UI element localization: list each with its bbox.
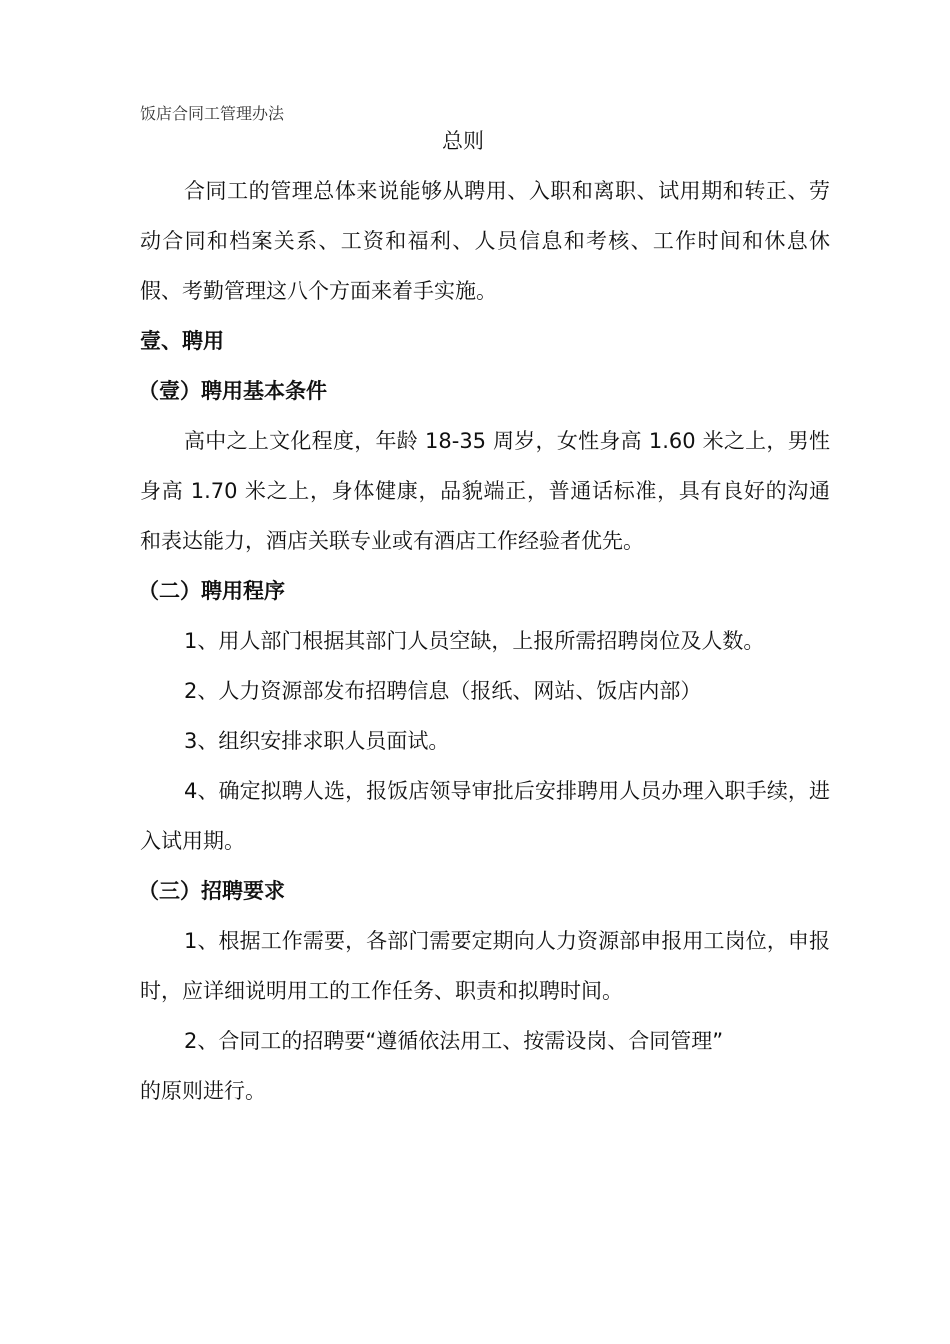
subsection-heading-basic-conditions: （壹）聘用基本条件 bbox=[138, 379, 327, 403]
intro-paragraph: 合同工的管理总体来说能够从聘用、入职和离职、试用期和转正、劳动合同和档案关系、工资和福利、人员信息和考核、工作时间和休息休假、考勤管理这八个方面来着手实施。 bbox=[140, 179, 830, 303]
procedure-item-2: 2、人力资源部发布招聘信息（报纸、网站、饭店内部） bbox=[184, 679, 702, 703]
requirement-item-2-continuation: 的原则进行。 bbox=[140, 1079, 266, 1103]
subsection-heading-hiring-procedure: （二）聘用程序 bbox=[138, 579, 285, 603]
procedure-item-1: 1、用人部门根据其部门人员空缺，上报所需招聘岗位及人数。 bbox=[184, 629, 765, 653]
section-heading-hiring: 壹、聘用 bbox=[140, 329, 224, 353]
subsection-heading-recruitment-requirements: （三）招聘要求 bbox=[138, 879, 285, 903]
procedure-item-3: 3、组织安排求职人员面试。 bbox=[184, 729, 450, 753]
document-header: 饭店合同工管理办法 bbox=[140, 104, 285, 123]
requirement-item-2: 2、合同工的招聘要“遵循依法用工、按需设岗、合同管理” bbox=[184, 1029, 724, 1053]
document-body bbox=[140, 166, 830, 1116]
procedure-item-4: 4、确定拟聘人选，报饭店领导审批后安排聘用人员办理入职手续，进入试用期。 bbox=[140, 779, 830, 853]
document-title: 总则 bbox=[442, 129, 484, 153]
basic-conditions-paragraph: 高中之上文化程度，年龄 18-35 周岁，女性身高 1.60 米之上，男性身高 1.70 米之上，身体健康，品貌端正，普通话标准，具有良好的沟通和表达能力，酒店关联专业或有酒店工作经验者优先。 bbox=[140, 429, 830, 553]
requirement-item-1: 1、根据工作需要，各部门需要定期向人力资源部申报用工岗位，申报时，应详细说明用工的工作任务、职责和拟聘时间。 bbox=[140, 929, 830, 1003]
